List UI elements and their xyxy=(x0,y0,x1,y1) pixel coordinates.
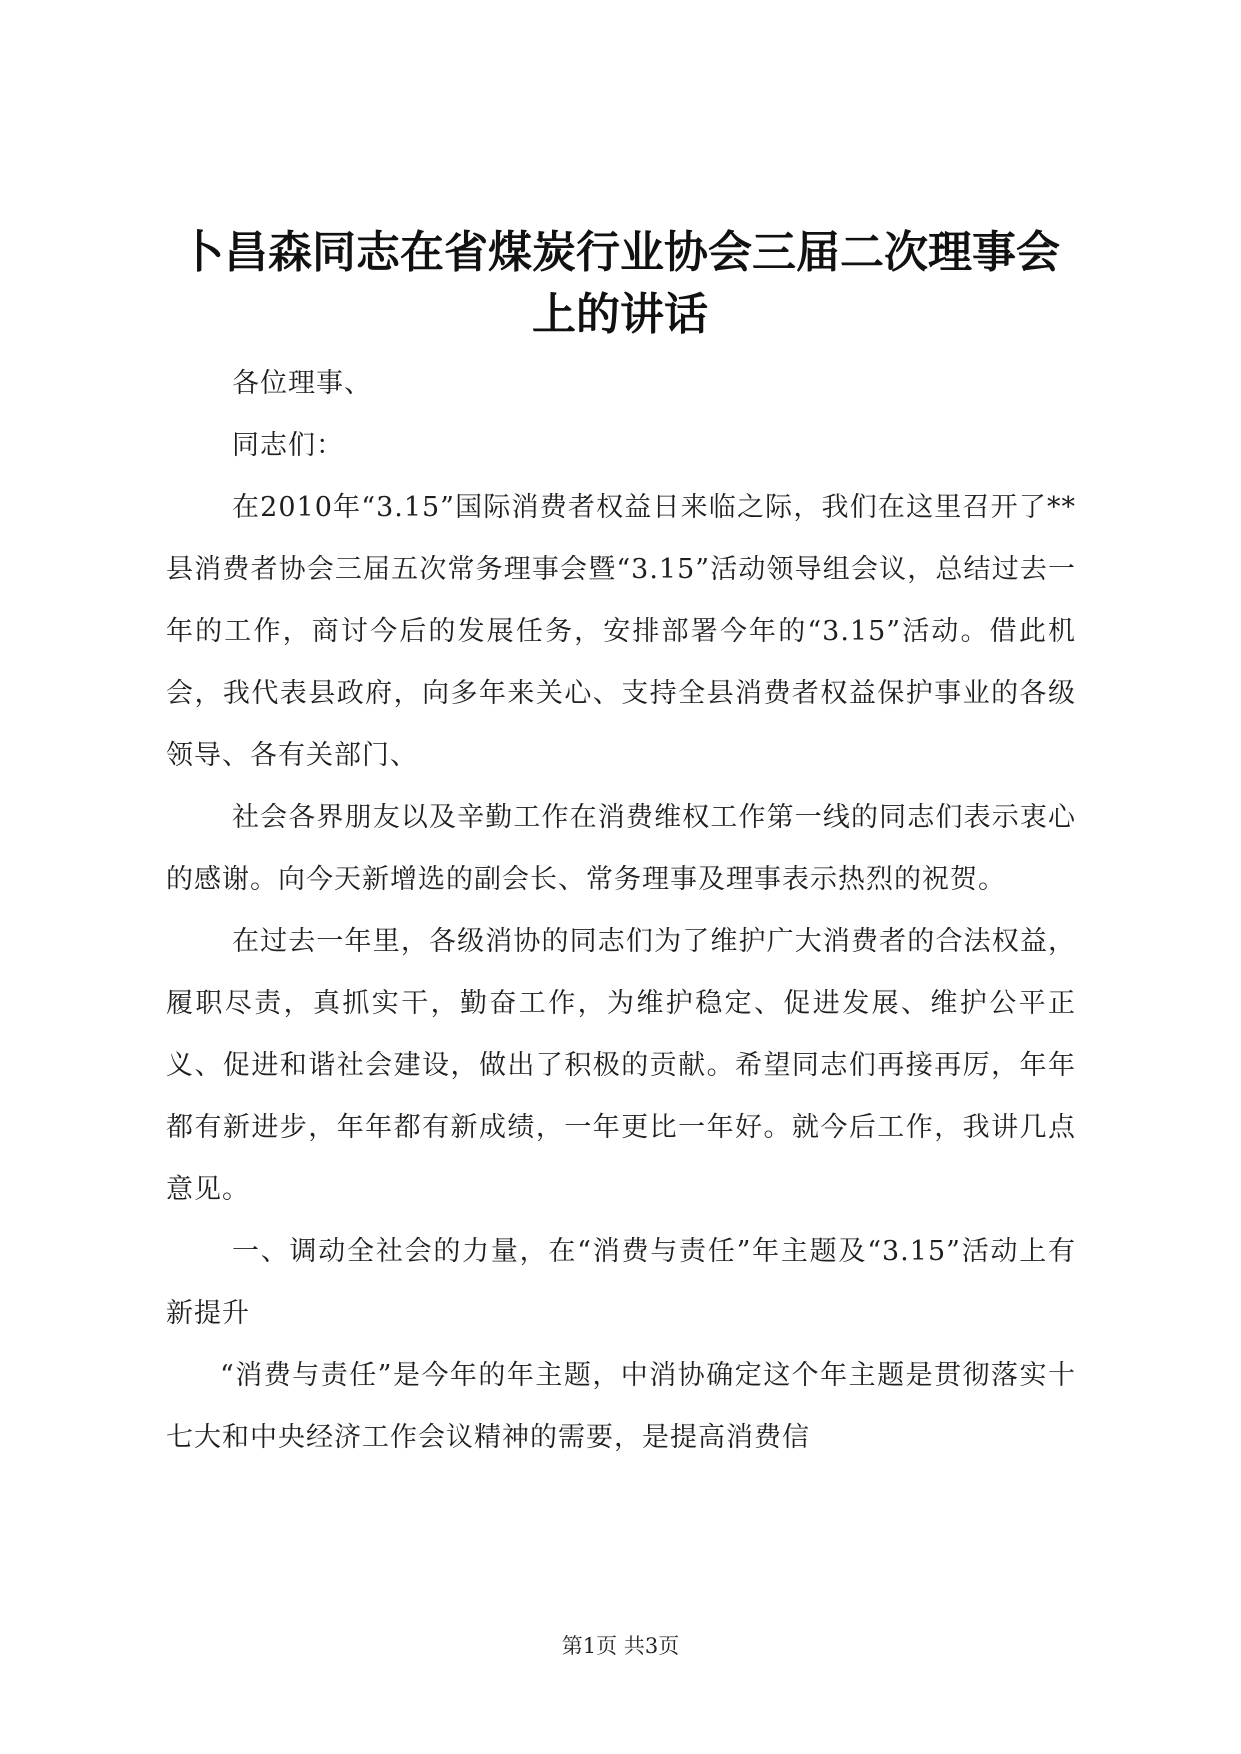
paragraph: 社会各界朋友以及辛勤工作在消费维权工作第一线的同志们表示衷心的感谢。向今天新增选的副会长、常务理事及理事表示热烈的祝贺。 xyxy=(166,802,1076,895)
salutation-line-2: 同志们： xyxy=(232,430,344,461)
document-body xyxy=(166,353,1076,1469)
salutation-line-1: 各位理事、 xyxy=(232,368,372,399)
page-footer: 第1页 共3页 xyxy=(561,1634,680,1658)
paragraph: 在过去一年里，各级消协的同志们为了维护广大消费者的合法权益，履职尽责，真抓实干，勤奋工作，为维护稳定、促进发展、维护公平正义、促进和谐社会建设，做出了积极的贡献。希望同志们再接再厉，年年都有新进步，年年都有新成绩，一年更比一年好。就今后工作，我讲几点意见。 xyxy=(166,926,1076,1205)
paragraph: “消费与责任”是今年的年主题，中消协确定这个年主题是贯彻落实十七大和中央经济工作会议精神的需要，是提高消费信 xyxy=(166,1360,1076,1453)
title-line-1: 卜昌森同志在省煤炭行业协会三届二次理事会 xyxy=(180,227,1060,278)
document-title xyxy=(150,222,1090,346)
section-heading: 一、调动全社会的力量，在“消费与责任”年主题及“3.15”活动上有新提升 xyxy=(166,1236,1076,1329)
paragraph: 在2010年“3.15”国际消费者权益日来临之际，我们在这里召开了**县消费者协会三届五次常务理事会暨“3.15”活动领导组会议，总结过去一年的工作，商讨今后的发展任务，安排部署今年的“3.15”活动。借此机会，我代表县政府，向多年来关心、支持全县消费者权益保护事业的各级领导、各有关部门、 xyxy=(166,492,1076,771)
title-line-2: 上的讲话 xyxy=(532,289,708,340)
